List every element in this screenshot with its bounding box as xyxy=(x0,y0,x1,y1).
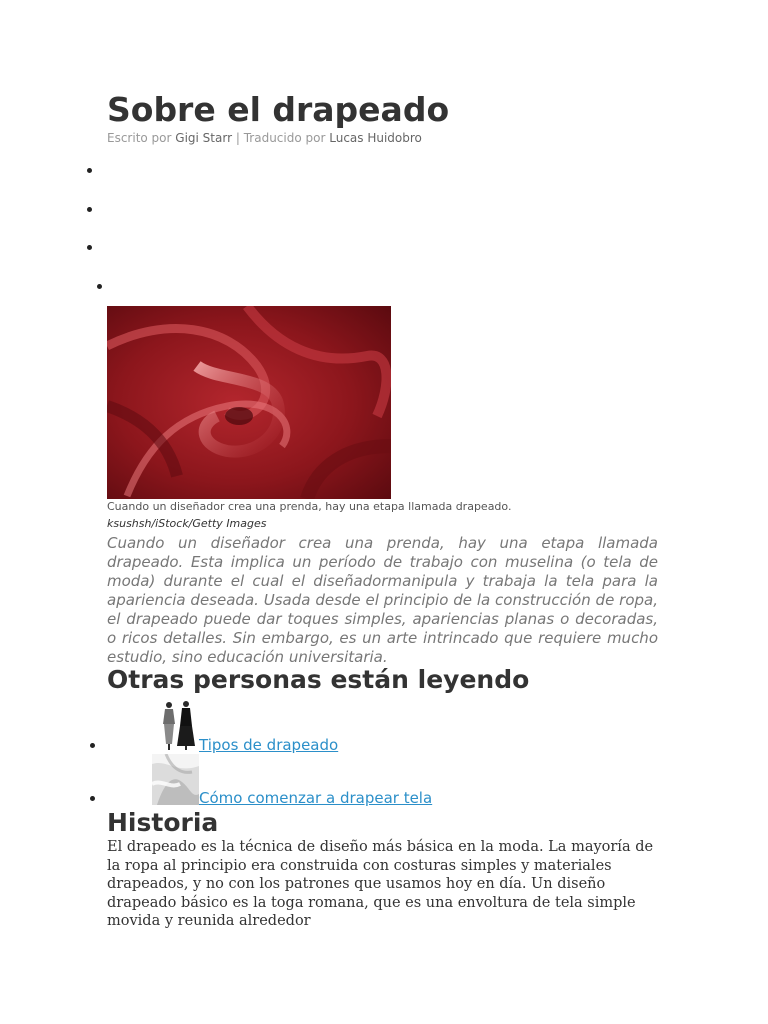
hero-image xyxy=(107,306,391,499)
share-bullet-3[interactable] xyxy=(87,245,92,250)
page-title: Sobre el drapeado xyxy=(107,90,450,129)
dress-icon xyxy=(159,700,197,750)
share-bullet-2[interactable] xyxy=(87,207,92,212)
related-link-tipos-de-drapeado[interactable]: Tipos de drapeado xyxy=(199,736,339,754)
white-fabric-thumbnail[interactable] xyxy=(152,754,199,805)
history-heading: Historia xyxy=(107,808,219,837)
related-link-como-comenzar[interactable]: Cómo comenzar a drapear tela xyxy=(199,789,433,807)
related-item-2[interactable] xyxy=(90,754,490,808)
related-heading: Otras personas están leyendo xyxy=(107,665,530,694)
author-name[interactable]: Gigi Starr xyxy=(175,131,233,145)
image-credit: ksushsh/iStock/Getty Images xyxy=(107,517,267,530)
translator-name[interactable]: Lucas Huidobro xyxy=(329,131,422,145)
byline-separator: | xyxy=(235,131,240,145)
list-bullet xyxy=(90,796,95,801)
intro-paragraph: Cuando un diseñador crea una prenda, hay una etapa llamada drapeado. Esta implica un período de trabajo con muselina (o tela de moda) durante el cual el diseñadormanipula y trabaja la tela para la apariencia deseada. Usada desde el principio de la construcción de ropa, el drapeado puede dar toques simples, apariencias planas o decoradas, o ricos detalles. Sin embargo, es un arte intrincado que requiere mucho estudio, sino educación universitaria. xyxy=(107,534,658,666)
dress-mannequins-thumbnail[interactable] xyxy=(159,700,197,750)
image-caption: Cuando un diseñador crea una prenda, hay una etapa llamada drapeado. xyxy=(107,500,512,513)
share-bullet-1[interactable] xyxy=(87,168,92,173)
byline-translated-prefix: Traducido por xyxy=(243,131,326,145)
byline-written-prefix: Escrito por xyxy=(107,131,172,145)
fabric-icon xyxy=(152,754,199,805)
red-satin-drape-photo xyxy=(107,306,391,499)
byline xyxy=(107,130,422,146)
history-paragraph: El drapeado es la técnica de diseño más básica en la moda. La mayoría de la ropa al principio era construida con costuras simples y materiales drapeados, y no con los patrones que usamos hoy en día. Un diseño drapeado básico es la toga romana, que es una envoltura de tela simple movida y reunida alrededor xyxy=(107,839,654,929)
list-bullet xyxy=(90,743,95,748)
related-item-1[interactable] xyxy=(90,700,390,754)
share-bullet-4[interactable] xyxy=(97,284,102,289)
